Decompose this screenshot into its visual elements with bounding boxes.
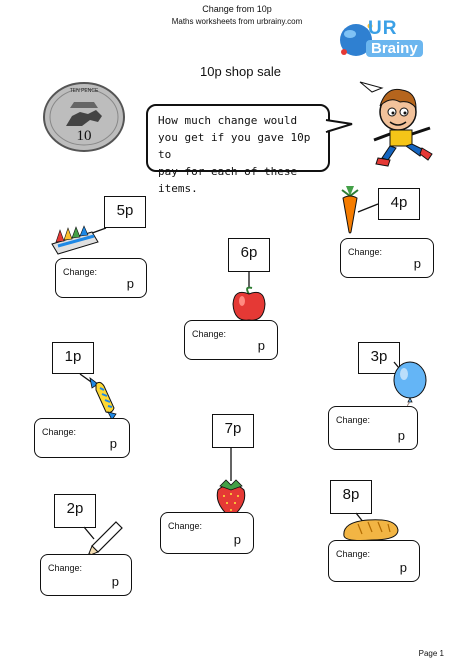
question-speech-bubble bbox=[146, 104, 330, 195]
pence-unit: p bbox=[397, 428, 405, 443]
price-tag-pencil: 2p bbox=[54, 494, 96, 528]
question-line-3: pay for each of these items. bbox=[158, 165, 298, 195]
coin-top-text: TEN PENCE bbox=[69, 88, 99, 94]
pence-unit: p bbox=[399, 560, 407, 575]
pence-unit: p bbox=[126, 276, 134, 291]
change-label: Change: bbox=[336, 549, 371, 559]
change-answer-box-sweet[interactable] bbox=[34, 418, 130, 458]
change-label: Change: bbox=[192, 329, 227, 339]
price-tag-strawberry: 7p bbox=[212, 414, 254, 448]
running-boy-icon bbox=[350, 78, 450, 168]
price-tag-balloon: 3p bbox=[358, 342, 400, 374]
worksheet-title: Change from 10p bbox=[202, 4, 272, 14]
question-line-2: you get if you gave 10p to bbox=[158, 131, 311, 161]
carrot-icon bbox=[338, 184, 362, 236]
price-tag-carrot: 4p bbox=[378, 188, 420, 220]
ten-pence-coin bbox=[42, 82, 126, 152]
change-answer-box-pencil[interactable] bbox=[40, 554, 132, 596]
logo-ur-text: UR bbox=[368, 18, 398, 39]
price-tag-apple: 6p bbox=[228, 238, 270, 272]
change-label: Change: bbox=[168, 521, 203, 531]
page-number: Page 1 bbox=[418, 649, 444, 658]
shop-sale-heading: 10p shop sale bbox=[200, 64, 281, 79]
apple-icon bbox=[230, 286, 268, 324]
logo-brainy-text: Brainy bbox=[366, 40, 423, 57]
change-label: Change: bbox=[63, 267, 98, 277]
pence-unit: p bbox=[233, 532, 241, 547]
change-answer-box-apple[interactable] bbox=[184, 320, 278, 360]
worksheet-subtitle: Maths worksheets from urbrainy.com bbox=[171, 17, 303, 26]
change-answer-box-bread[interactable] bbox=[328, 540, 420, 582]
change-answer-box-balloon[interactable] bbox=[328, 406, 418, 450]
change-answer-box-crayons[interactable] bbox=[55, 258, 147, 298]
change-answer-box-carrot[interactable] bbox=[340, 238, 434, 278]
change-label: Change: bbox=[42, 427, 77, 437]
pence-unit: p bbox=[257, 338, 265, 353]
crayons-icon bbox=[48, 224, 104, 256]
change-label: Change: bbox=[48, 563, 83, 573]
wrapped-sweet-icon bbox=[86, 374, 122, 424]
urbrainy-logo bbox=[336, 18, 432, 62]
price-tag-bread: 8p bbox=[330, 480, 372, 514]
change-label: Change: bbox=[348, 247, 383, 257]
pence-unit: p bbox=[413, 256, 421, 271]
pence-unit: p bbox=[109, 436, 117, 451]
question-line-1: How much change would bbox=[158, 114, 298, 127]
price-tag-sweet: 1p bbox=[52, 342, 94, 374]
pence-unit: p bbox=[111, 574, 119, 589]
change-label: Change: bbox=[336, 415, 371, 425]
price-tag-crayons: 5p bbox=[104, 196, 146, 228]
change-answer-box-strawberry[interactable] bbox=[160, 512, 254, 554]
coin-value: 10 bbox=[76, 128, 92, 144]
